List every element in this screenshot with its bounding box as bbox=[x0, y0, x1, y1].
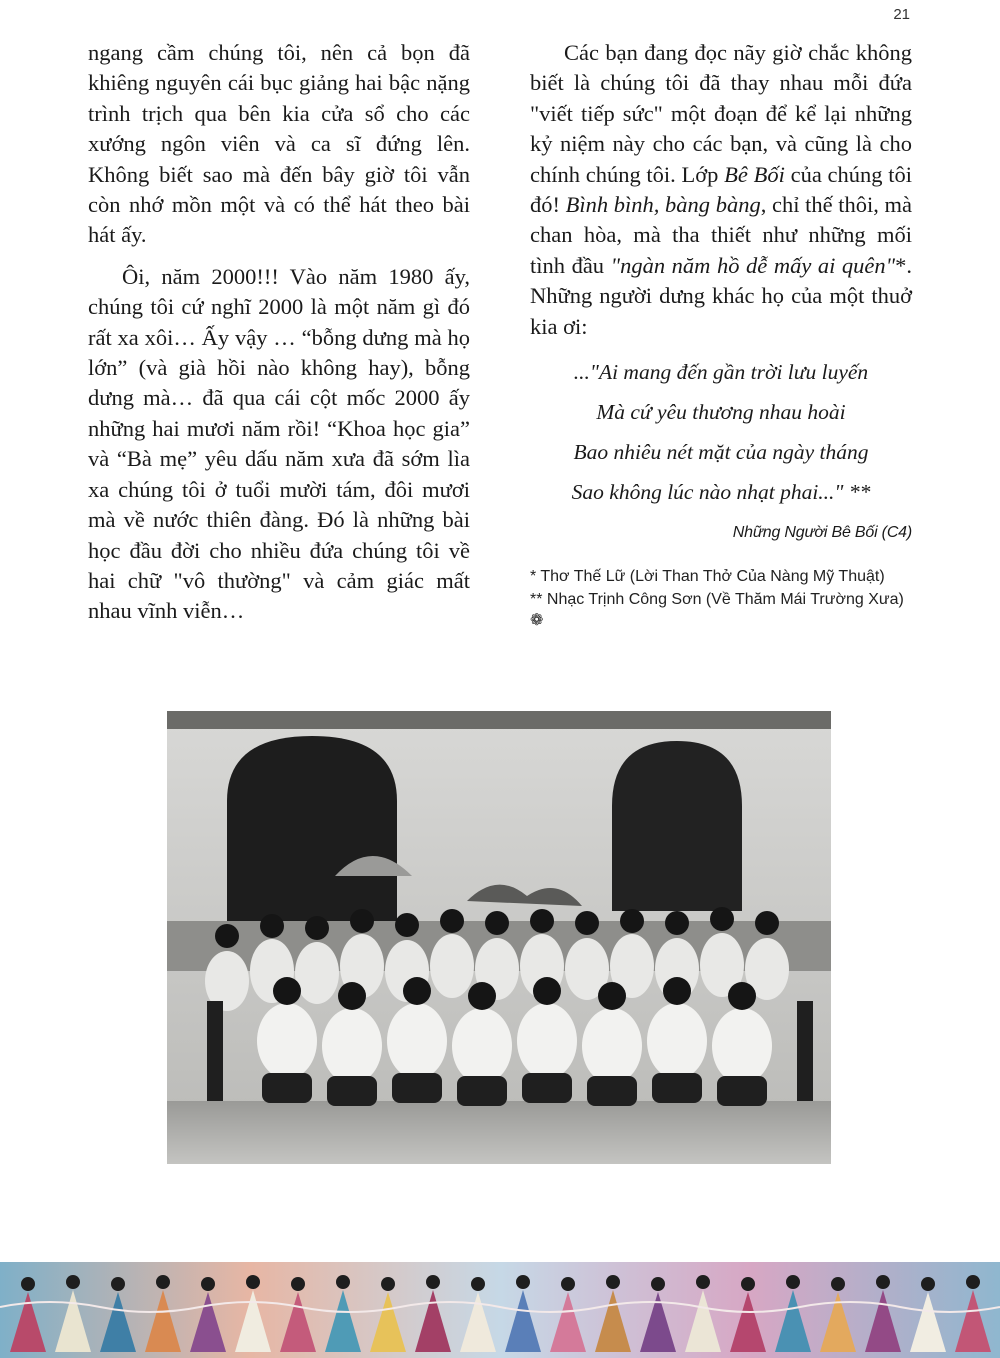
poem-line: ..."Ai mang đến gần trời lưu luyến bbox=[573, 360, 869, 385]
footnote: * Thơ Thế Lữ (Lời Than Thở Của Nàng Mỹ Thuật) bbox=[530, 568, 885, 586]
paragraph-2: Ôi, năm 2000!!! Vào năm 1980 ấy, chúng tôi cứ nghĩ 2000 là một năm gì đó rất xa xôi… Ấy vậy … “bỗng dưng mà họ lớn” (và già hồi nào không hay), bỗng dưng mà… đã qua cái cột mốc 2000 ấy những hai mươi năm rồi! “Khoa học gia” và “Bà mẹ” yêu dấu năm xưa đã sớm lìa xa chúng tôi ở tuổi mười tám, đôi mươi mà về nước thiên đàng. Đó là những bài học đầu đời cho nhiều đứa chúng tôi về hai chữ "vô thường" và cảm giác mất nhau vĩnh viễn… bbox=[88, 263, 470, 624]
left-text-column bbox=[88, 38, 470, 627]
decorative-banner bbox=[0, 1262, 1000, 1358]
quoted-verse: "ngàn năm hồ dễ mấy ai quên" bbox=[610, 252, 896, 278]
poem-line: Sao không lúc nào nhạt phai..." ** bbox=[571, 480, 871, 505]
paragraph-3-text-d: *. Những người dưng khác họ của một thuở kia ơi: bbox=[530, 252, 912, 339]
poem-line: Bao nhiêu nét mặt của ngày tháng bbox=[573, 440, 869, 465]
poem-excerpt bbox=[530, 352, 912, 512]
paragraph-3-text-b: của chúng tôi đó! bbox=[530, 161, 912, 218]
emphasized-phrase: Bình bình, bàng bàng bbox=[565, 192, 761, 218]
poem-line: Mà cứ yêu thương nhau hoài bbox=[596, 400, 846, 425]
paragraph-3-text-a: Các bạn đang đọc nãy giờ chắc không biết là chúng tôi đã thay nhau mỗi đứa "viết tiếp sức" một đoạn để kể lại những kỷ niệm này cho các bạn, và cũng là cho chính chúng tôi. Lớp bbox=[530, 40, 912, 187]
footnotes bbox=[530, 566, 912, 631]
paragraph-3 bbox=[530, 38, 912, 342]
right-text-column bbox=[530, 38, 912, 631]
author-signature: Những Người Bê Bối (C4) bbox=[732, 524, 912, 542]
paragraph-1: ngang cầm chúng tôi, nên cả bọn đã khiêng nguyên cái bục giảng hai bậc nặng trình trịch qua bên kia cửa sổ cho các xướng ngôn viên và ca sĩ đứng lên. Không biết sao mà đến bây giờ tôi vẫn còn nhớ mồn một và có thể hát theo bài hát ấy. bbox=[88, 40, 470, 248]
footnote: ** Nhạc Trịnh Công Sơn (Về Thăm Mái Trường Xưa) ❁ bbox=[530, 591, 904, 630]
page-number: 21 bbox=[893, 6, 910, 23]
class-group-photo bbox=[167, 711, 831, 1164]
class-name: Bê Bối bbox=[724, 161, 785, 187]
paragraph-3-text-c: , chỉ thế thôi, mà chan hòa, mà tha thiết như những mối tình đầu bbox=[530, 192, 912, 278]
